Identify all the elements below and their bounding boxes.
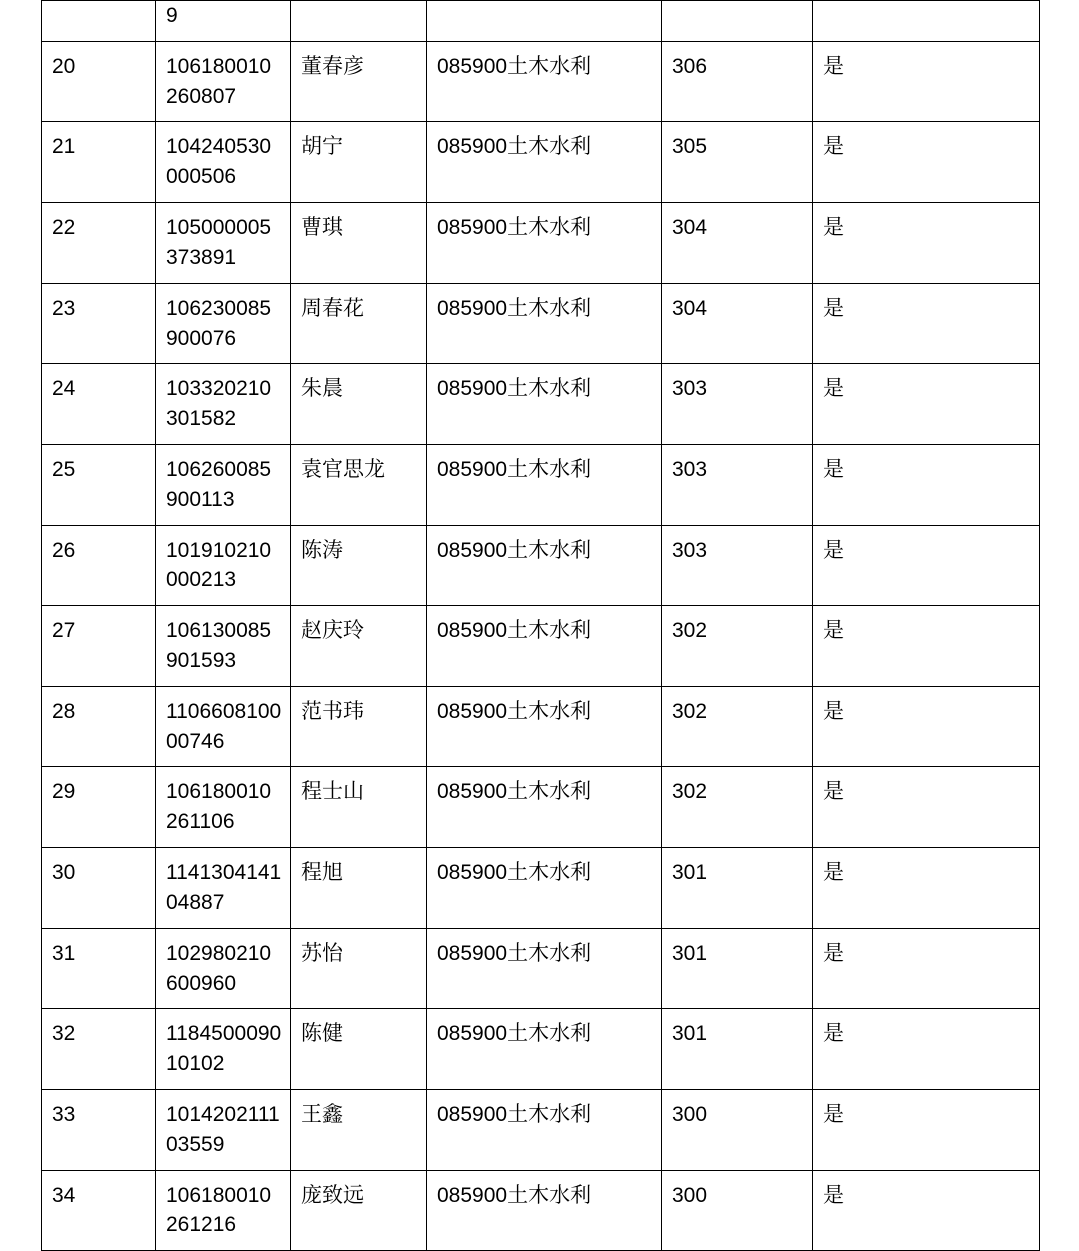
cell-score: 300 — [662, 1170, 813, 1251]
cell-index: 29 — [42, 767, 156, 848]
cell-score: 303 — [662, 525, 813, 606]
cell-index: 26 — [42, 525, 156, 606]
cell-score: 302 — [662, 767, 813, 848]
cell-name: 曹琪 — [291, 203, 427, 284]
cell-flag: 是 — [813, 1170, 1040, 1251]
cell-index: 25 — [42, 444, 156, 525]
table-row — [42, 928, 1040, 1009]
cell-candidate-id: 106180010261216 — [156, 1170, 291, 1251]
cell-flag: 是 — [813, 525, 1040, 606]
cell-score: 301 — [662, 1009, 813, 1090]
cell-score: 306 — [662, 41, 813, 122]
cell-major: 085900土木水利 — [427, 686, 662, 767]
cell-major: 085900土木水利 — [427, 1089, 662, 1170]
cell-name — [291, 1, 427, 42]
cell-name: 王鑫 — [291, 1089, 427, 1170]
cell-flag — [813, 1, 1040, 42]
cell-major: 085900土木水利 — [427, 1009, 662, 1090]
cell-name: 范书玮 — [291, 686, 427, 767]
cell-flag: 是 — [813, 283, 1040, 364]
cell-index: 33 — [42, 1089, 156, 1170]
cell-major — [427, 1, 662, 42]
cell-index: 23 — [42, 283, 156, 364]
cell-score: 300 — [662, 1089, 813, 1170]
cell-candidate-id: 9 — [156, 1, 291, 42]
cell-major: 085900土木水利 — [427, 122, 662, 203]
cell-flag: 是 — [813, 41, 1040, 122]
cell-major: 085900土木水利 — [427, 41, 662, 122]
cell-flag: 是 — [813, 1089, 1040, 1170]
cell-candidate-id: 118450009010102 — [156, 1009, 291, 1090]
cell-score: 302 — [662, 606, 813, 687]
table-row — [42, 41, 1040, 122]
cell-score: 304 — [662, 203, 813, 284]
cell-candidate-id: 101910210000213 — [156, 525, 291, 606]
cell-flag: 是 — [813, 686, 1040, 767]
cell-index: 20 — [42, 41, 156, 122]
cell-score: 301 — [662, 928, 813, 1009]
cell-name: 董春彦 — [291, 41, 427, 122]
table-row-partial — [42, 1, 1040, 42]
cell-flag: 是 — [813, 767, 1040, 848]
cell-major: 085900土木水利 — [427, 525, 662, 606]
cell-candidate-id: 110660810000746 — [156, 686, 291, 767]
cell-name: 程士山 — [291, 767, 427, 848]
cell-major: 085900土木水利 — [427, 606, 662, 687]
cell-name: 陈健 — [291, 1009, 427, 1090]
cell-index: 32 — [42, 1009, 156, 1090]
cell-name: 胡宁 — [291, 122, 427, 203]
cell-index: 21 — [42, 122, 156, 203]
table-row — [42, 1089, 1040, 1170]
cell-index — [42, 1, 156, 42]
cell-name: 程旭 — [291, 848, 427, 929]
cell-candidate-id: 101420211103559 — [156, 1089, 291, 1170]
cell-name: 朱晨 — [291, 364, 427, 445]
cell-index: 34 — [42, 1170, 156, 1251]
cell-index: 28 — [42, 686, 156, 767]
cell-flag: 是 — [813, 606, 1040, 687]
table-row — [42, 364, 1040, 445]
table-row — [42, 686, 1040, 767]
cell-candidate-id: 106180010261106 — [156, 767, 291, 848]
table-row — [42, 122, 1040, 203]
cell-name: 袁官思龙 — [291, 444, 427, 525]
cell-flag: 是 — [813, 203, 1040, 284]
cell-score — [662, 1, 813, 42]
table-row — [42, 767, 1040, 848]
cell-candidate-id: 105000005373891 — [156, 203, 291, 284]
cell-major: 085900土木水利 — [427, 767, 662, 848]
cell-major: 085900土木水利 — [427, 444, 662, 525]
cell-score: 305 — [662, 122, 813, 203]
cell-index: 31 — [42, 928, 156, 1009]
cell-candidate-id: 106130085901593 — [156, 606, 291, 687]
cell-flag: 是 — [813, 364, 1040, 445]
cell-candidate-id: 102980210600960 — [156, 928, 291, 1009]
cell-major: 085900土木水利 — [427, 848, 662, 929]
cell-index: 27 — [42, 606, 156, 687]
cell-score: 301 — [662, 848, 813, 929]
cell-score: 303 — [662, 364, 813, 445]
table-row — [42, 525, 1040, 606]
cell-index: 22 — [42, 203, 156, 284]
cell-major: 085900土木水利 — [427, 928, 662, 1009]
cell-score: 304 — [662, 283, 813, 364]
cell-flag: 是 — [813, 848, 1040, 929]
table-row — [42, 848, 1040, 929]
table-row — [42, 1009, 1040, 1090]
table-row — [42, 444, 1040, 525]
cell-name: 陈涛 — [291, 525, 427, 606]
table-row — [42, 606, 1040, 687]
cell-candidate-id: 114130414104887 — [156, 848, 291, 929]
cell-major: 085900土木水利 — [427, 364, 662, 445]
table-row — [42, 1170, 1040, 1251]
cell-name: 苏怡 — [291, 928, 427, 1009]
cell-major: 085900土木水利 — [427, 283, 662, 364]
cell-candidate-id: 106260085900113 — [156, 444, 291, 525]
table-body — [42, 1, 1040, 1251]
cell-index: 24 — [42, 364, 156, 445]
admissions-table — [41, 0, 1040, 1251]
cell-candidate-id: 106180010260807 — [156, 41, 291, 122]
cell-major: 085900土木水利 — [427, 203, 662, 284]
cell-flag: 是 — [813, 1009, 1040, 1090]
cell-flag: 是 — [813, 122, 1040, 203]
cell-flag: 是 — [813, 928, 1040, 1009]
admissions-table-container — [41, 0, 1039, 1251]
cell-candidate-id: 103320210301582 — [156, 364, 291, 445]
cell-score: 302 — [662, 686, 813, 767]
cell-name: 周春花 — [291, 283, 427, 364]
cell-index: 30 — [42, 848, 156, 929]
cell-major: 085900土木水利 — [427, 1170, 662, 1251]
cell-score: 303 — [662, 444, 813, 525]
cell-name: 庞致远 — [291, 1170, 427, 1251]
table-row — [42, 283, 1040, 364]
cell-candidate-id: 106230085900076 — [156, 283, 291, 364]
cell-name: 赵庆玲 — [291, 606, 427, 687]
cell-flag: 是 — [813, 444, 1040, 525]
table-row — [42, 203, 1040, 284]
cell-candidate-id: 104240530000506 — [156, 122, 291, 203]
